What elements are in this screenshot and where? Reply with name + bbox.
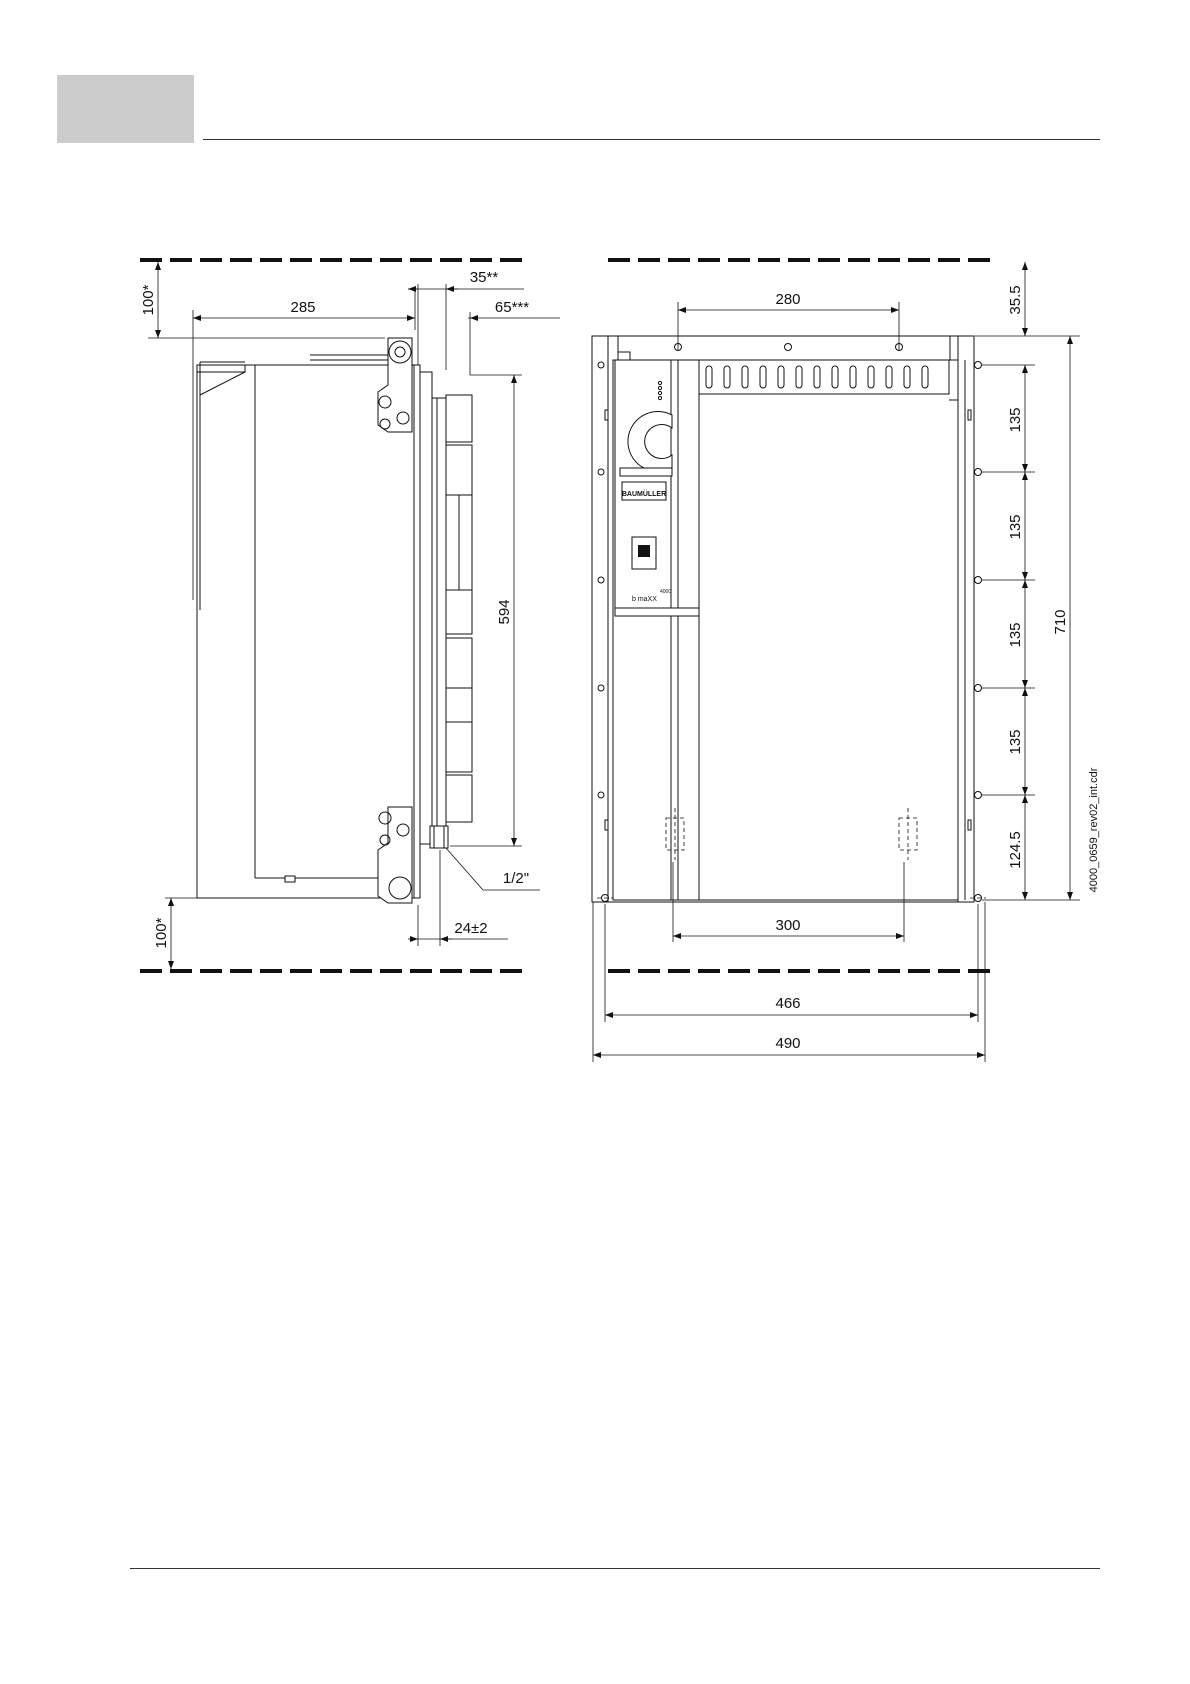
product-sup-label: 4000 xyxy=(660,589,672,595)
dim-top-offset: 35.5 xyxy=(1007,285,1024,315)
product-label: b maXX xyxy=(632,596,657,603)
dim-pitch-4: 135 xyxy=(1007,729,1024,755)
dim-thread: 1/2" xyxy=(502,870,530,887)
dim-hole-width: 466 xyxy=(775,995,801,1012)
dim-pitch-2: 135 xyxy=(1007,514,1024,540)
dim-total-width: 490 xyxy=(775,1035,801,1052)
dim-pitch-1: 135 xyxy=(1007,407,1024,433)
dim-depth: 285 xyxy=(290,299,316,316)
drawing-file-id: 4000_0659_rev02_int.cdr xyxy=(1088,767,1100,893)
front-view xyxy=(592,260,1100,1062)
brand-label: BAUMÜLLER xyxy=(621,491,667,498)
dim-top-holes: 280 xyxy=(775,291,801,308)
dim-bottom-offset: 24±2 xyxy=(454,920,488,937)
dim-offset-35: 35** xyxy=(469,269,499,286)
dim-bottom-clearance: 100* xyxy=(153,917,170,949)
dim-pitch-3: 135 xyxy=(1007,622,1024,648)
dim-top-clearance: 100* xyxy=(140,284,157,316)
dim-offset-65: 65*** xyxy=(494,299,530,316)
dim-height-594: 594 xyxy=(496,599,513,625)
dim-total-height: 710 xyxy=(1052,609,1069,635)
side-view xyxy=(140,260,560,971)
dim-bottom-pitch: 124.5 xyxy=(1007,831,1024,869)
footer-rule xyxy=(130,1568,1100,1569)
dim-bottom-holes: 300 xyxy=(775,917,801,934)
